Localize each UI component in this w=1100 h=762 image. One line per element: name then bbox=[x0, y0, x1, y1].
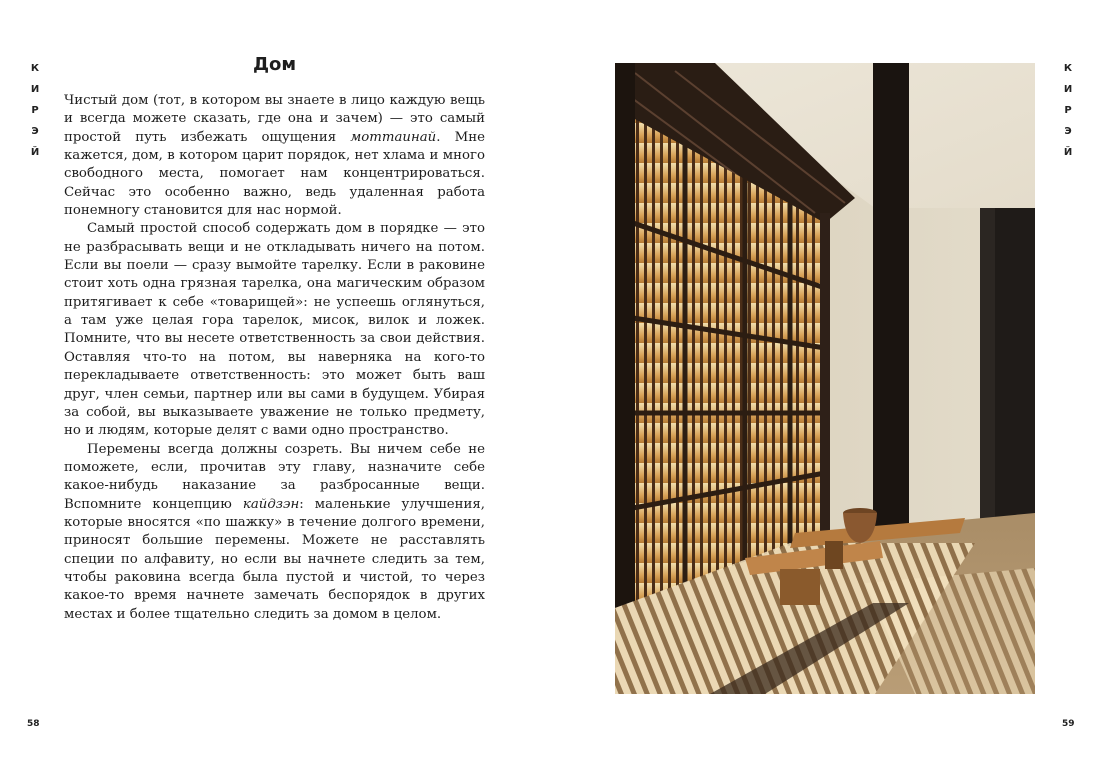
paragraph bbox=[64, 220, 485, 440]
page-number-left: 58 bbox=[27, 719, 40, 729]
running-head-letter: К bbox=[30, 63, 40, 74]
running-head-letter: Й bbox=[1063, 147, 1073, 158]
text-run: Чистый дом (тот, в котором вы знаете в лицо каждую вещь и всегда можете сказать, где она и зачем) — это самый простой путь избежать ощущения bbox=[64, 93, 485, 145]
body-text bbox=[64, 92, 485, 624]
text-run: Перемены всегда должны созреть. Вы ничем себе не поможете, если, прочитав эту главу, назначите себе какое-нибудь наказание за разбросанные вещи. Вспомните концепцию bbox=[64, 441, 485, 512]
paragraph bbox=[64, 92, 485, 220]
running-head-letter: И bbox=[30, 84, 40, 95]
running-head-letter: К bbox=[1063, 63, 1073, 74]
running-head-letter: Р bbox=[31, 105, 39, 116]
running-head-right bbox=[1060, 58, 1076, 163]
chapter-title: Дом bbox=[252, 54, 297, 75]
running-head-letter: Э bbox=[1064, 126, 1072, 137]
text-run: Самый простой способ содержать дом в порядке — это не разбрасывать вещи и не откладывать ничего на потом. Если вы поели — сразу вымойте тарелку. Если в раковине стоит хоть одна грязная тарелка, она магическим образом притягивает к себе «товарищей»: не успеешь оглянуться, а там уже целая гора тарелок, мисок, вилок и ложек. Помните, что вы несете ответственность за свои действия. Оставляя что-то на потом, вы наверняка на кого-то перекладываете ответственность: это может быть ваш друг, член семьи, партнер или вы сами в будущем. Убирая за собой, вы выказываете уважение не только предмету, но и людям, которые делят с вами одно пространство. bbox=[64, 221, 485, 439]
running-head-letter: Р bbox=[1064, 105, 1072, 116]
running-head-left bbox=[27, 58, 43, 163]
interior-photo bbox=[615, 63, 1035, 694]
text-run: : маленькие улучшения, которые вносятся «по шажку» в течение долгого времени, приносят большие перемены. Можете не расставлять специи по алфавиту, но если вы начнете следить за тем, чтобы раковина всегда была пустой и чистой, то через какое-то время начнете замечать беспорядок в других местах и более тщательно следить за домом в целом. bbox=[64, 496, 485, 622]
running-head-letter: И bbox=[1063, 84, 1073, 95]
italic-term: моттаинай bbox=[350, 129, 437, 145]
page-number-right: 59 bbox=[1062, 719, 1075, 729]
running-head-letter: Э bbox=[31, 126, 39, 137]
paragraph bbox=[64, 441, 485, 624]
text-run: . Мне кажется, дом, в котором царит порядок, нет хлама и много свободного места, помогает нам концентрироваться. Сейчас это особенно важно, ведь удаленная работа понемногу становится для нас нормой. bbox=[64, 129, 485, 219]
italic-term: кайдзэн bbox=[242, 496, 300, 512]
running-head-letter: Й bbox=[30, 147, 40, 158]
